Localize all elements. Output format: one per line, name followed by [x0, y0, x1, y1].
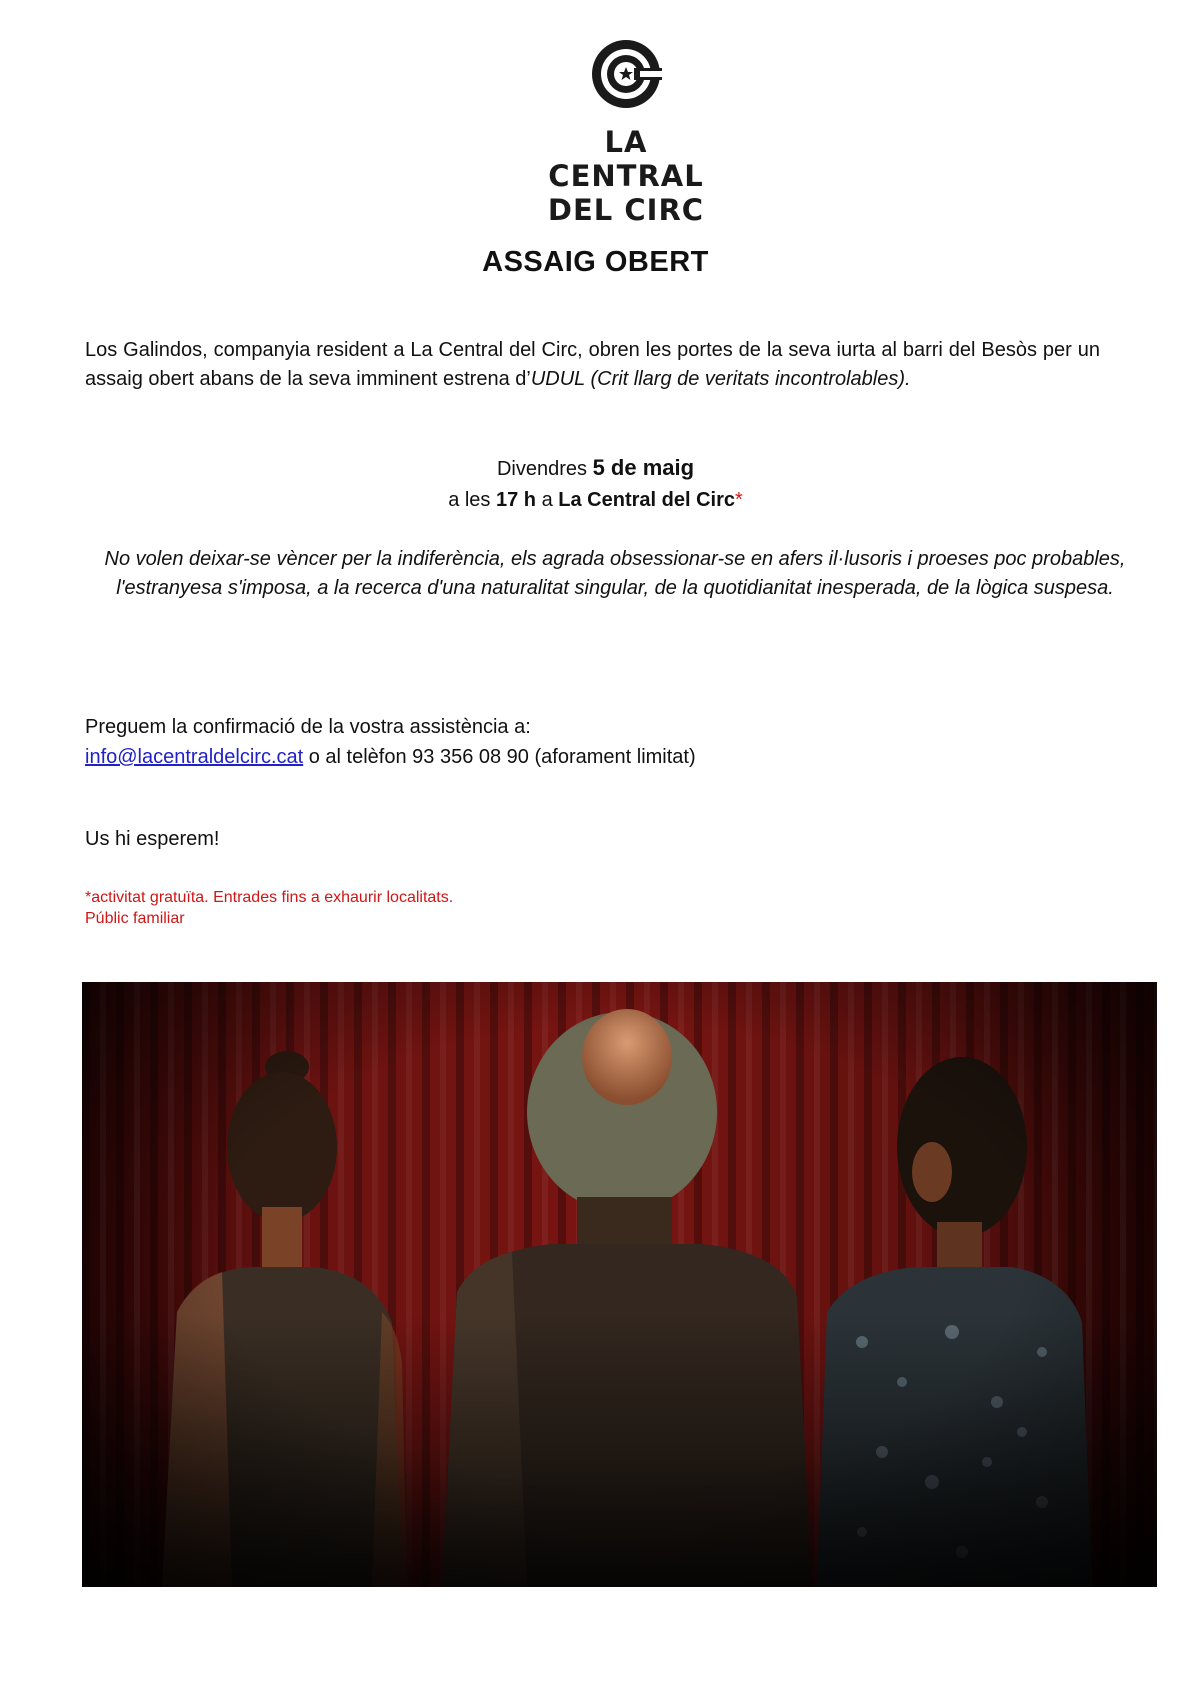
circus-star-logo-icon: [590, 38, 662, 110]
schedule-block: [0, 452, 1191, 516]
email-link[interactable]: info@lacentraldelcirc.cat: [85, 746, 304, 768]
confirmation-line: Preguem la confirmació de la vostra assistència a:: [85, 716, 531, 738]
schedule-asterisk: *: [735, 489, 743, 511]
footnote-line-1: *activitat gratuïta. Entrades fins a exhaurir localitats.: [85, 889, 454, 906]
footnote-line-2: Públic familiar: [85, 910, 185, 927]
confirmation-block: [85, 712, 696, 772]
logo-line-1: LA CENTRAL: [548, 125, 704, 193]
schedule-place-prefix: a: [536, 489, 559, 511]
contact-line: [85, 742, 696, 772]
schedule-time-prefix: a les: [448, 489, 496, 511]
schedule-time-line: [0, 485, 1191, 516]
performers-photo: [82, 982, 1157, 1587]
description-quote: No volen deixar-se vèncer per la indiferència, els agrada obsessionar-se en afers il·lusoris i proeses poc probables, l'estranyesa s'imposa, a la recerca d'una naturalitat singular, de la quotidianitat inesperada, de la lògica suspesa.: [104, 548, 1126, 599]
schedule-day-prefix: Divendres: [496, 458, 593, 480]
logo-line-2: DEL CIRC: [547, 193, 705, 227]
phone-text: o al telèfon 93 356 08 90 (aforament limitat): [303, 746, 696, 768]
schedule-date: 5 de maig: [592, 455, 695, 480]
schedule-date-line: [0, 452, 1191, 485]
schedule-place: La Central del Circ: [558, 489, 735, 511]
intro-paragraph: [85, 336, 1100, 394]
greeting: Us hi esperem!: [85, 828, 220, 850]
schedule-time: 17 h: [496, 489, 537, 511]
logo: [526, 38, 726, 227]
footnote: [85, 887, 453, 929]
page-title: ASSAIG OBERT: [482, 246, 709, 278]
intro-text: Los Galindos, companyia resident a La Central del Circ, obren les portes de la seva iurta al barri del Besòs per un assaig obert abans de la seva imminent estrena d’: [85, 339, 1100, 390]
show-title: UDUL (Crit llarg de veritats incontrolables).: [530, 368, 911, 390]
